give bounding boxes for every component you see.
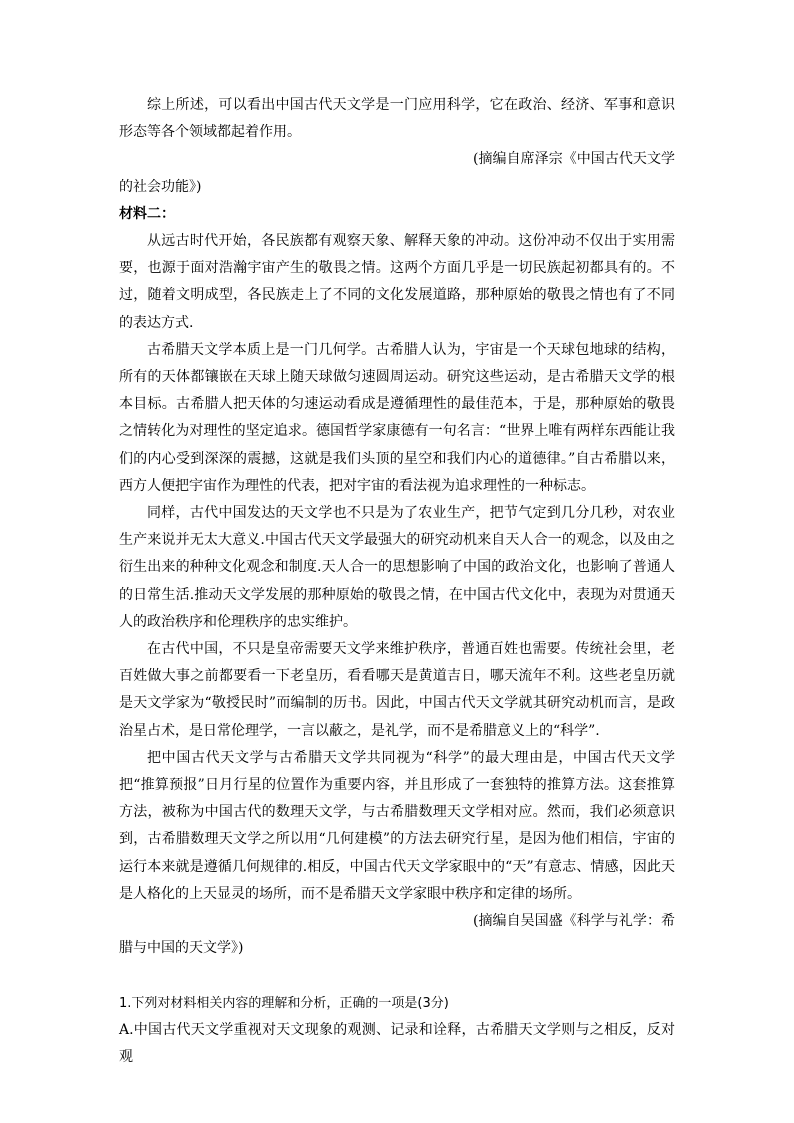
section-gap [119,963,675,991]
question-1: 1.下列对材料相关内容的理解和分析，正确的一项是(3分) [119,995,449,1011]
document-page [119,92,675,1071]
material-2-paragraph-5: 把中国古代天文学与古希腊天文学共同视为“科学”的最大理由是，中国古代天文学把“推算预报”日月行星的位置作为重要内容，并且形成了一套独特的推算方法。这套推算方法，被称为中国古代的数理天文学，与古希腊数理天文学相对应。然而，我们必须意识到，古希腊数理天文学之所以用“几何建模”的方法去研究行星，是因为他们相信，宇宙的运行本来就是遵循几何规律的.相反，中国古代天文学家眼中的“天”有意志、情感，因此天是人格化的上天显灵的场所，而不是希腊天文学家眼中秩序和定律的场所。 [119,749,675,902]
material-2-paragraph-4: 在古代中国，不只是皇帝需要天文学来维护秩序，普通百姓也需要。传统社会里，老百姓做大事之前都要看一下老皇历，看看哪天是黄道吉日，哪天流年不利。这些老皇历就是天文学家为“敬授民时”而编制的历书。因此，中国古代天文学就其研究动机而言，是政治星占术，是日常伦理学，一言以蔽之，是礼学，而不是希腊意义上的“科学”. [119,641,675,739]
material-2-paragraph-3: 同样，古代中国发达的天文学也不只是为了农业生产，把节气定到几分几秒，对农业生产来说并无太大意义.中国古代天文学最强大的研究动机来自天人合一的观念，以及由之衍生出来的种种文化观念和制度.天人合一的思想影响了中国的政治文化，也影响了普通人的日常生活.推动天文学发展的那种原始的敬畏之情，在中国古代文化中，表现为对贯通天人的政治秩序和伦理秩序的忠实维护。 [119,505,675,630]
material-2-heading: 材料二： [119,205,175,222]
question-1-option-a: A.中国古代天文学重视对天文现象的观测、记录和诠释，古希腊天文学则与之相反，反对观 [119,1021,675,1065]
source-citation-2: (摘编自吴国盛《科学与礼学：希腊与中国的天文学》) [119,913,675,957]
conclusion-paragraph: 综上所述，可以看出中国古代天文学是一门应用科学，它在政治、经济、军事和意识形态等各个领域都起着作用。 [119,97,675,141]
source-citation-1: (摘编自席泽宗《中国古代天文学的社会功能》) [119,151,675,195]
material-2-paragraph-1: 从远古时代开始，各民族都有观察天象、解释天象的冲动。这份冲动不仅出于实用需要，也源于面对浩瀚宇宙产生的敬畏之情。这两个方面几乎是一切民族起初都具有的。不过，随着文明成型，各民族走上了不同的文化发展道路，那种原始的敬畏之情也有了不同的表达方式. [119,233,675,331]
material-2-paragraph-2: 古希腊天文学本质上是一门几何学。古希腊人认为，宇宙是一个天球包地球的结构，所有的天体都镶嵌在天球上随天球做匀速圆周运动。研究这些运动，是古希腊天文学的根本目标。古希腊人把天体的匀速运动看成是遵循理性的最佳范本，于是，那种原始的敬畏之情转化为对理性的坚定追求。德国哲学家康德有一句名言：“世界上唯有两样东西能让我们的内心受到深深的震撼，这就是我们头顶的星空和我们内心的道德律。”自古希腊以来，西方人便把宇宙作为理性的代表，把对宇宙的看法视为追求理性的一种标志。 [119,341,675,494]
